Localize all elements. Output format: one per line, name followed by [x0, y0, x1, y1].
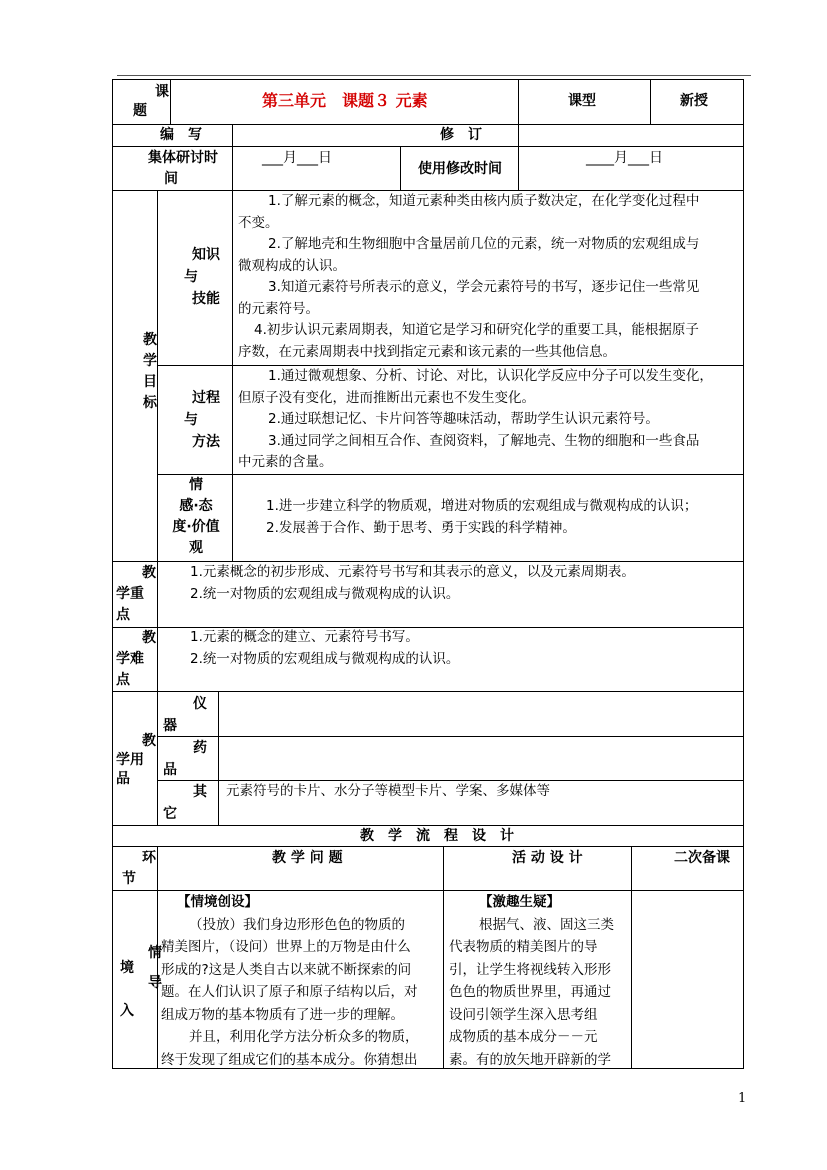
step-char: 情: [148, 945, 162, 961]
flow-title: 教 学 流 程 设 计: [360, 828, 514, 844]
lesson-type-value: 新授: [680, 93, 708, 109]
activity-content: [449, 891, 629, 1071]
table-border: [112, 124, 744, 125]
content-line: 但原子没有变化，进而推断出元素也不发生变化。: [238, 389, 535, 406]
topic-label-bottom: 题: [133, 103, 147, 119]
table-border: [157, 561, 158, 825]
medicine-label: [163, 737, 213, 781]
content-line: 题。在人们认识了原子和原子结构以后，对: [161, 984, 418, 1000]
revise-date: ____月___日: [586, 150, 663, 166]
content-line: 精美图片，（设问）世界上的万物是由什么: [161, 939, 411, 955]
label-line: 知识: [192, 247, 220, 263]
table-border: [170, 79, 171, 124]
other-label: [163, 781, 213, 825]
label-line: 品: [116, 771, 130, 787]
lesson-title: 第三单元 课题３ 元素: [262, 91, 428, 110]
table-border: [218, 691, 219, 825]
content-line: 3.知道元素符号所表示的意义，学会元素符号的书写，逐步记住一些常见: [268, 279, 700, 295]
table-border: [157, 736, 744, 737]
content-line: 1.进一步建立科学的物质观，增进对物质的宏观组成与微观构成的认识；: [266, 498, 698, 514]
table-border: [112, 691, 744, 692]
content-line: 素。有的放矢地开辟新的学: [449, 1051, 611, 1068]
content-line: 2.统一对物质的宏观组成与微观构成的认识。: [190, 585, 460, 602]
label-line: 观: [189, 540, 203, 556]
content-line: 2.发展善于合作、勤于思考、勇于实践的科学精神。: [266, 519, 576, 536]
content-line: 成物质的基本成分－－元: [449, 1029, 598, 1045]
label-line: 过程: [192, 390, 220, 406]
content-line: 终于发现了组成它们的基本成分。你猜想出: [161, 1051, 418, 1068]
table-border: [650, 79, 651, 124]
content-line: 1.元素的概念的建立、元素符号书写。: [190, 629, 419, 645]
step-label: [118, 930, 162, 1020]
difficult-points-label: [116, 628, 156, 691]
label-line: 点: [116, 672, 130, 688]
content-line: 微观构成的认识。: [238, 257, 346, 274]
process-label: [180, 387, 220, 453]
content-line: 设问引领学生深入思考组: [449, 1006, 598, 1023]
label-line: 学重: [116, 586, 144, 602]
compile-label: 编 写: [160, 127, 202, 143]
content-line: 并且，利用化学方法分析众多的物质，: [189, 1029, 419, 1045]
content-line: 1.了解元素的概念，知道元素种类由核内质子数决定，在化学变化过程中: [268, 193, 700, 209]
top-rule: [117, 75, 751, 76]
heading: 【情境创设】: [177, 894, 258, 910]
label-line: 点: [116, 607, 130, 623]
content-line: 3.通过同学之间相互合作、查阅资料，了解地壳、生物的细胞和一些食品: [268, 432, 700, 449]
content-line: 不变。: [238, 214, 279, 231]
table-border: [232, 190, 233, 561]
label-line: 教: [142, 565, 156, 581]
label-line: 环: [142, 850, 156, 866]
content-line: 2.通过联想记忆、卡片问答等趣味活动，帮助学生认识元素符号。: [268, 411, 659, 427]
table-border: [112, 79, 113, 1068]
revise-time-label: 使用修改时间: [418, 161, 502, 177]
label-line: 与: [184, 412, 198, 428]
table-border: [518, 79, 519, 124]
side-char: 标: [143, 395, 157, 411]
key-points-label: [116, 563, 156, 626]
question-content: [161, 891, 441, 1071]
label-line: 品: [163, 762, 177, 778]
key-points-content: [190, 562, 740, 605]
content-line: 中元素的含量。: [238, 454, 333, 470]
content-line: 根据气、液、固这三类: [479, 916, 614, 933]
table-border: [743, 79, 744, 1068]
label-line: 方法: [192, 434, 220, 450]
label-line: 与: [184, 269, 198, 285]
revise-label: 修 订: [440, 127, 482, 143]
label-line: 技能: [192, 291, 220, 307]
emotion-label: [160, 475, 232, 559]
table-border: [443, 846, 444, 1068]
label-line: 教: [142, 733, 156, 749]
group-study-time-label-2: 间: [164, 171, 178, 187]
heading: 【激趣生疑】: [479, 894, 560, 910]
other-supplies-value: 元素符号的卡片、水分子等模型卡片、学案、多媒体等: [226, 783, 550, 799]
label-line: 度·价值: [172, 519, 220, 535]
step-char: 入: [120, 1003, 134, 1019]
side-char: 教: [143, 332, 157, 348]
table-border: [157, 474, 744, 475]
label-line: 仪: [193, 696, 207, 712]
side-char: 学: [143, 353, 157, 369]
content-line: 2.统一对物质的宏观组成与微观构成的认识。: [190, 650, 460, 667]
label-line: 节: [122, 871, 136, 887]
process-content: [238, 366, 741, 474]
side-char: 目: [143, 374, 157, 390]
table-border: [400, 146, 401, 190]
label-line: 器: [163, 718, 177, 734]
emotion-content: [238, 496, 741, 539]
lesson-type-label: 课型: [568, 93, 596, 109]
goals-side-label: [140, 330, 160, 414]
label-line: 学难: [116, 651, 144, 667]
knowledge-label: [180, 244, 220, 310]
label-line: 药: [193, 740, 207, 756]
step-char: 导: [148, 975, 162, 991]
label-line: 感·态: [179, 498, 213, 514]
content-line: 序数，在元素周期表中找到指定元素和该元素的一些其他信息。: [238, 343, 616, 360]
instrument-label: [163, 693, 213, 737]
col-step-label: [116, 848, 156, 890]
knowledge-content: [238, 191, 741, 363]
content-line: 形成的?这是人类自古以来就不断探索的问: [161, 961, 412, 978]
table-border: [232, 124, 233, 190]
content-line: 引，让学生将视线转入形形: [449, 961, 611, 978]
supplies-label: [116, 732, 156, 789]
col-activity-label: 活 动 设 计: [512, 850, 583, 866]
label-line: 学用: [116, 752, 144, 768]
content-line: 组成万物的基本物质有了进一步的理解。: [161, 1006, 404, 1023]
page-number: 1: [738, 1091, 747, 1106]
table-border: [631, 846, 632, 1068]
content-line: 的元素符号。: [238, 300, 319, 317]
topic-label-top: 课: [155, 84, 169, 100]
table-border: [112, 146, 744, 147]
content-line: （投放）我们身边形形色色的物质的: [189, 916, 405, 933]
content-line: 代表物质的精美图片的导: [449, 939, 598, 955]
study-date: ___月___日: [262, 150, 332, 166]
table-border: [518, 124, 519, 190]
label-line: 教: [142, 630, 156, 646]
col-second-label: 二次备课: [674, 850, 730, 866]
col-question-label: 教 学 问 题: [272, 850, 343, 866]
content-line: 1.通过微观想象、分析、讨论、对比，认识化学反应中分子可以发生变化，: [268, 368, 713, 384]
content-line: 色色的物质世界里，再通过: [449, 984, 611, 1000]
content-line: 2.了解地壳和生物细胞中含量居前几位的元素，统一对物质的宏观组成与: [268, 236, 700, 252]
label-line: 情: [189, 477, 203, 493]
step-char: 境: [120, 960, 134, 976]
group-study-time-label: 集体研讨时: [148, 150, 218, 166]
content-line: 1.元素概念的初步形成、元素符号书写和其表示的意义，以及元素周期表。: [190, 564, 635, 580]
difficult-points-content: [190, 627, 740, 670]
content-line: 4.初步认识元素周期表，知道它是学习和研究化学的重要工具，能根据原子: [254, 322, 699, 338]
label-line: 它: [163, 806, 177, 822]
label-line: 其: [193, 784, 207, 800]
